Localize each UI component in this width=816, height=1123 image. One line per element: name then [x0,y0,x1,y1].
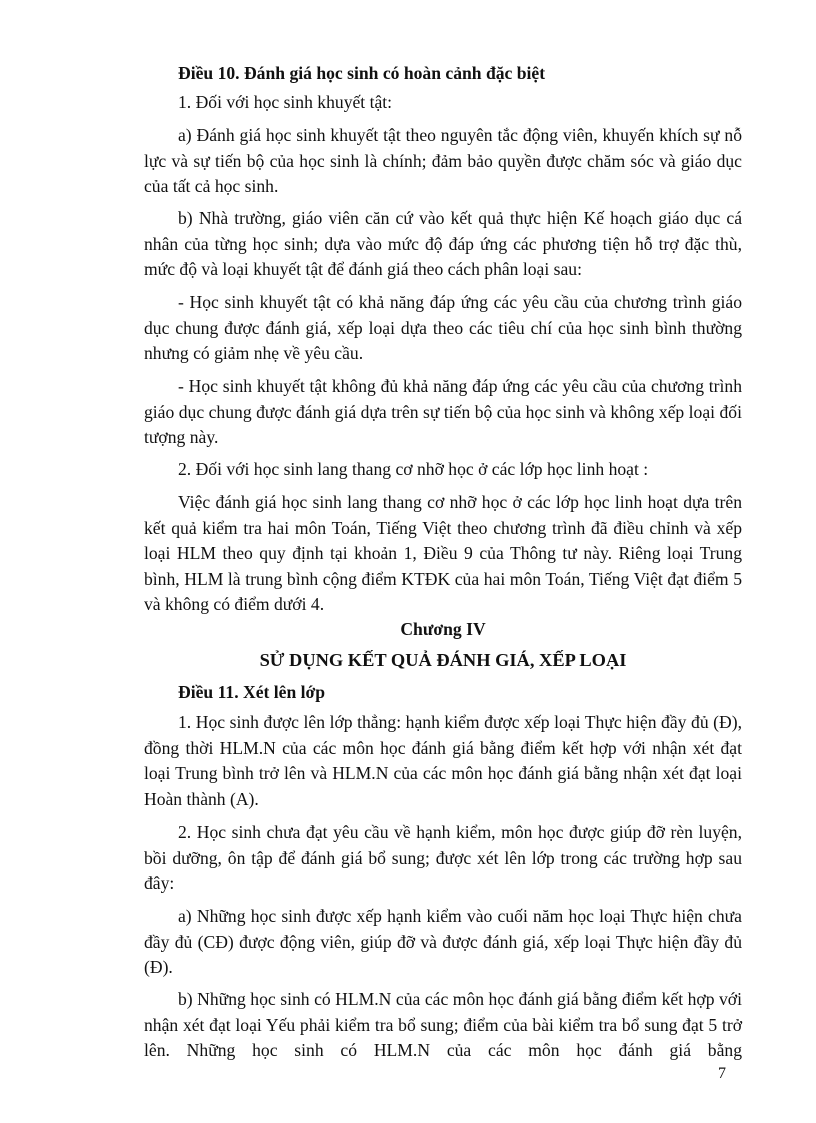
paragraph: b) Những học sinh có HLM.N của các môn học đánh giá bằng điểm kết hợp với nhận xét đạt loại Yếu phải kiểm tra bổ sung; điểm của bài kiểm tra bổ sung đạt 5 trở lên. Những học sinh có HLM.N của các môn học đánh giá bằng [144,989,742,1060]
paragraph: - Học sinh khuyết tật có khả năng đáp ứng các yêu cầu của chương trình giáo dục chung được đánh giá, xếp loại dựa theo các tiêu chí của học sinh bình thường nhưng có giảm nhẹ về yêu cầu. [144,292,742,363]
article-10-bullet-2 [144,374,742,451]
article-10-title: Điều 10. Đánh giá học sinh có hoàn cảnh đặc biệt [178,63,546,83]
chapter-title: SỬ DỤNG KẾT QUẢ ĐÁNH GIÁ, XẾP LOẠI [259,650,627,670]
article-10-item-2 [144,457,742,483]
article-10-bullet-1 [144,290,742,367]
article-11-item-1 [144,710,742,812]
article-10-item-1a [144,123,742,200]
article-10-item-1 [144,90,742,116]
paragraph: a) Những học sinh được xếp hạnh kiểm vào cuối năm học loại Thực hiện chưa đầy đủ (CĐ) được động viên, giúp đỡ và được đánh giá, xếp loại Thực hiện đầy đủ (Đ). [144,906,742,977]
article-11-heading [144,680,742,706]
article-11-item-2b [144,987,742,1064]
paragraph: 1. Học sinh được lên lớp thẳng: hạnh kiểm được xếp loại Thực hiện đầy đủ (Đ), đồng thời HLM.N của các môn học đánh giá bằng điểm kết hợp với nhận xét đạt loại Trung bình trở lên và HLM.N của các môn học đánh giá bằng nhận xét đạt loại Hoàn thành (A). [144,712,742,809]
paragraph: 1. Đối với học sinh khuyết tật: [178,92,393,112]
paragraph: Việc đánh giá học sinh lang thang cơ nhỡ học ở các lớp học linh hoạt dựa trên kết quả kiểm tra hai môn Toán, Tiếng Việt theo chương trình đã điều chỉnh và xếp loại HLM theo quy định tại khoản 1, Điều 9 của Thông tư này. Riêng loại Trung bình, HLM là trung bình cộng điểm KTĐK của hai môn Toán, Tiếng Việt đạt điểm 5 và không có điểm dưới 4. [144,492,742,614]
article-11-item-2a [144,904,742,981]
article-10-item-2-body [144,490,742,618]
paragraph: b) Nhà trường, giáo viên căn cứ vào kết quả thực hiện Kế hoạch giáo dục cá nhân của từng học sinh; dựa vào mức độ đáp ứng các phương tiện hỗ trợ đặc thù, mức độ và loại khuyết tật để đánh giá theo cách phân loại sau: [144,208,742,279]
paragraph: 2. Học sinh chưa đạt yêu cầu về hạnh kiểm, môn học được giúp đỡ rèn luyện, bồi dưỡng, ôn tập để đánh giá bổ sung; được xét lên lớp trong các trường hợp sau đây: [144,822,742,893]
article-10-heading [144,61,742,87]
article-11-item-2 [144,820,742,897]
page-number: 7 [718,1065,726,1082]
paragraph: 2. Đối với học sinh lang thang cơ nhỡ học ở các lớp học linh hoạt : [178,459,649,479]
article-11-title: Điều 11. Xét lên lớp [178,682,326,702]
chapter-number: Chương IV [400,619,486,639]
paragraph: a) Đánh giá học sinh khuyết tật theo nguyên tắc động viên, khuyến khích sự nỗ lực và sự tiến bộ của học sinh là chính; đảm bảo quyền được chăm sóc và giáo dục của tất cả học sinh. [144,125,742,196]
paragraph: - Học sinh khuyết tật không đủ khả năng đáp ứng các yêu cầu của chương trình giáo dục chung được đánh giá dựa trên sự tiến bộ của học sinh và không xếp loại đối tượng này. [144,376,742,447]
article-10-item-1b [144,206,742,283]
